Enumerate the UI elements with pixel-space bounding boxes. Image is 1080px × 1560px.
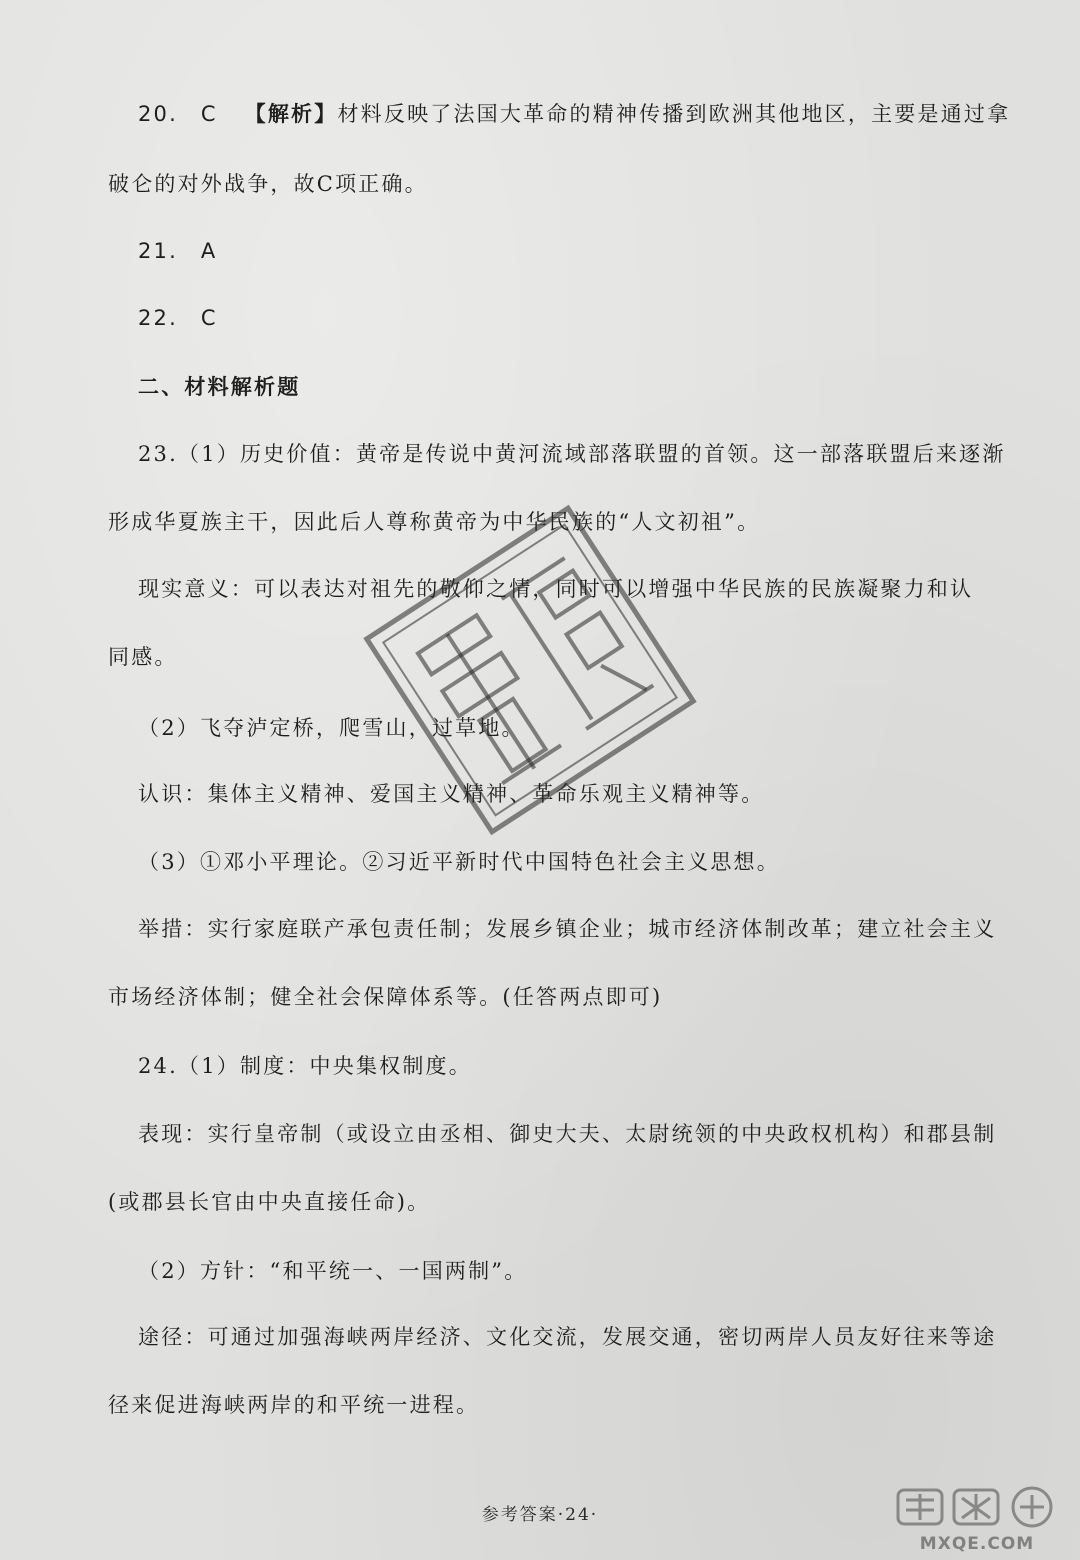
answer-23-line9: 市场经济体制；健全社会保障体系等。(任答两点即可) (108, 985, 663, 1009)
answer-23-line4: 同感。 (108, 645, 178, 669)
answer-22 (138, 304, 218, 332)
answer-23-line1: 23.（1）历史价值：黄帝是传说中黄河流域部落联盟的首领。这一部落联盟后来逐渐 (138, 442, 1006, 466)
watermark-mark-icon (894, 1484, 1060, 1528)
answer-24-line3: (或郡县长官由中央直接任命)。 (108, 1190, 431, 1214)
answer-20-line1 (138, 100, 1010, 128)
answer-24-line4: （2）方针：“和平统一、一国两制”。 (138, 1259, 528, 1283)
answer-choice: C (200, 102, 218, 126)
answer-21 (138, 237, 217, 265)
question-number: 20. (138, 102, 178, 126)
watermark-text: MXQE.COM (919, 1534, 1035, 1554)
question-number: 22. (138, 306, 178, 330)
answer-23-line7: （3）①邓小平理论。②习近平新时代中国特色社会主义思想。 (138, 850, 780, 874)
analysis-tag: 【解析】 (244, 102, 338, 126)
section-heading: 二、材料解析题 (138, 375, 301, 399)
answer-24-line2: 表现：实行皇帝制（或设立由丞相、御史大夫、太尉统领的中央政权机构）和郡县制 (138, 1122, 997, 1146)
answer-choice: C (200, 306, 218, 330)
answer-24-line1: 24.（1）制度：中央集权制度。 (138, 1054, 472, 1078)
page-footer: 参考答案·24· (481, 1505, 599, 1525)
watermark-logo (882, 1482, 1072, 1554)
answer-choice: A (200, 239, 218, 263)
answer-23-line5: （2）飞夺泸定桥，爬雪山，过草地。 (138, 716, 525, 740)
answer-24-line5: 途径：可通过加强海峡两岸经济、文化交流，发展交通，密切两岸人员友好往来等途 (138, 1325, 997, 1349)
answer-23-line3: 现实意义：可以表达对祖先的敬仰之情，同时可以增强中华民族的民族凝聚力和认 (138, 577, 974, 601)
analysis-text: 材料反映了法国大革命的精神传播到欧洲其他地区，主要是通过拿 (337, 102, 1011, 126)
answer-24-line6: 径来促进海峡两岸的和平统一进程。 (108, 1393, 480, 1417)
question-number: 21. (138, 239, 178, 263)
answer-23-line6: 认识：集体主义精神、爱国主义精神、革命乐观主义精神等。 (138, 782, 765, 806)
answer-23-line8: 举措：实行家庭联产承包责任制；发展乡镇企业；城市经济体制改革；建立社会主义 (138, 917, 997, 941)
answer-20-line2: 破仑的对外战争，故C项正确。 (108, 172, 428, 196)
answer-23-line2: 形成华夏族主干，因此后人尊称黄帝为中华民族的“人文初祖”。 (108, 510, 761, 534)
